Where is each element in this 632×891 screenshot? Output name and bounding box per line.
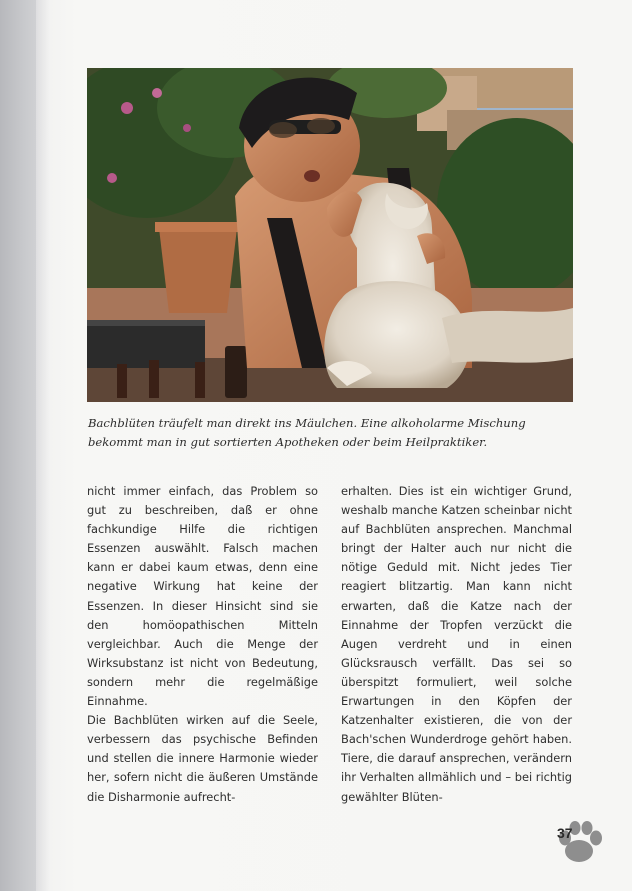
page-number: 37 [557,825,573,841]
text-column-right [341,482,572,807]
photo-woman-giving-drops-to-cat [87,68,573,402]
paw-print-icon [552,816,608,866]
paragraph: Die Bachblüten wirken auf die Seele, verbessern das psychische Befinden und stellen die innere Harmonie wieder her, sofern nicht die äußeren Umstände die Disharmonie aufrecht- [87,713,318,804]
paragraph: nicht immer einfach, das Problem so gut zu beschreiben, daß er ohne fachkundige Hilfe die richtigen Essenzen auswählt. Falsch machen kann er dabei kaum etwas, denn eine negative Wirkung hat keine der Essenzen. In dieser Hinsicht sind sie den homöopathischen Mitteln vergleichbar. Auch die Menge der Wirksubstanz ist nicht von Bedeutung, sondern mehr die regelmäßige Einnahme. [87,484,318,709]
paragraph: erhalten. Dies ist ein wichtiger Grund, weshalb manche Katzen scheinbar nicht auf Bachblüten ansprechen. Manchmal bringt der Halter auch nur nicht die nötige Geduld mit. Nicht jedes Tier reagiert blitzartig. Man kann nicht erwarten, daß die Katze nach der Einnahme der Tropfen verzückt die Augen verdreht und in einen Glücksrausch verfällt. Das sei so überspitzt formuliert, weil solche Erwartungen in den Köpfen der Katzenhalter existieren, die von der Bach'schen Wunderdroge gehört haben. Tiere, die darauf ansprechen, verändern ihr Verhalten allmählich und – bei richtig gewählter Blüten- [341,484,572,804]
photo-caption: Bachblüten träufelt man direkt ins Mäulchen. Eine alkoholarme Mischung bekommt man in gut sortierten Apotheken oder beim Heilpraktiker. [88,416,526,449]
text-column-left [87,482,318,807]
